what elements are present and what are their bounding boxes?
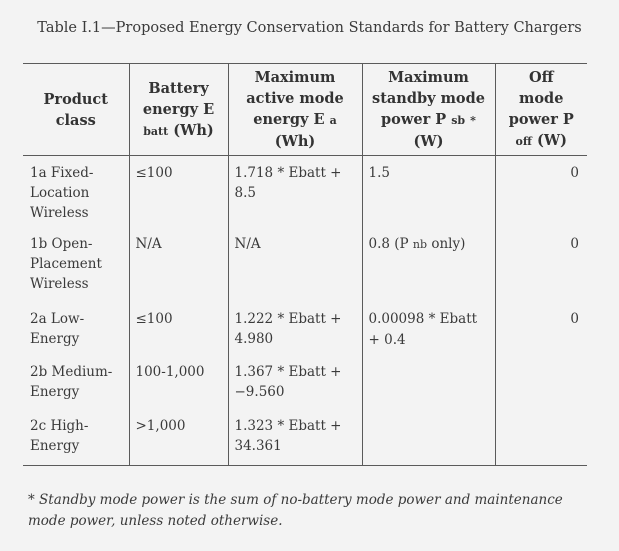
cell-active-mode: 1.367 * Ebatt + −9.560 [228,355,362,409]
cell-battery-energy: ≤100 [129,302,228,355]
table-caption: Table I.1—Proposed Energy Conservation Standards for Battery Chargers [37,20,582,36]
cell-off-mode: 0 [495,156,587,227]
cell-active-mode: 1.222 * Ebatt + 4.980 [228,302,362,355]
header-row [23,64,587,156]
header-battery-energy: Battery energy E batt (Wh) [129,64,228,156]
cell-battery-energy: 100-1,000 [129,355,228,409]
cell-standby-mode: 0.8 (P nb only) [362,227,495,302]
cell-battery-energy: N/A [129,227,228,302]
cell-off-mode [495,355,587,409]
cell-off-mode [495,409,587,466]
cell-product-class: 2b Medium- Energy [30,363,113,400]
cell-standby-mode: 0.00098 * Ebatt + 0.4 [362,302,495,355]
cell-battery-energy: >1,000 [129,409,228,466]
cell-product-class: 2a Low- Energy [30,310,85,347]
table-row [23,156,587,227]
cell-off-mode: 0 [495,302,587,355]
header-standby-mode: Maximum standby mode power P sb * (W) [362,64,495,156]
cell-standby-mode [362,409,495,466]
cell-product-class: 1a Fixed- Location Wireless [30,165,94,221]
cell-product-class: 2c High- Energy [23,409,129,466]
cell-product-class: 1b Open- Placement Wireless [30,235,102,292]
table-footnote: * Standby mode power is the sum of no-battery mode power and maintenance mode power, unless noted otherwise. [28,492,563,529]
table-row [23,227,587,302]
cell-active-mode: 1.323 * Ebatt + 34.361 [228,409,362,466]
cell-standby-mode [362,355,495,409]
table-row [23,355,587,409]
table-row [23,409,587,466]
standards-table [23,63,587,466]
header-off-mode: Off mode power P off (W) [495,64,587,156]
cell-battery-energy: ≤100 [129,156,228,227]
header-active-mode: Maximum active mode energy E a (Wh) [228,64,362,156]
cell-off-mode: 0 [495,227,587,302]
cell-active-mode: 1.718 * Ebatt + 8.5 [228,156,362,227]
cell-active-mode: N/A [228,227,362,302]
table-row [23,302,587,355]
cell-standby-mode: 1.5 [362,156,495,227]
header-product-class: Product class [23,64,129,156]
